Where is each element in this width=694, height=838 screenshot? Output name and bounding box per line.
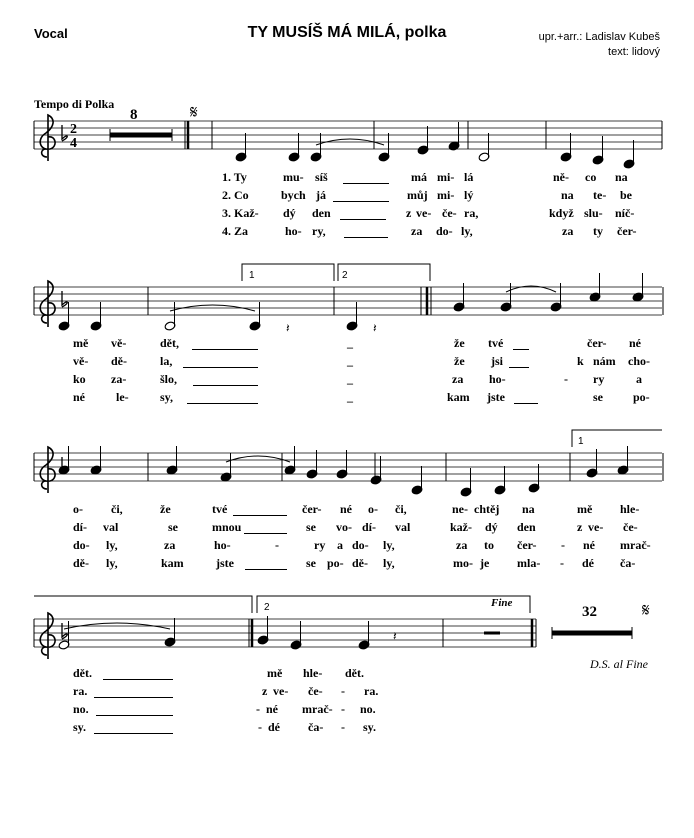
extender-line — [103, 679, 173, 680]
lyric: vě- — [73, 354, 89, 368]
lyric: la, — [160, 354, 173, 368]
lyric: _ — [347, 372, 353, 386]
lyric: jste — [216, 556, 234, 570]
lyric: šlo, — [160, 372, 178, 386]
lyric: dět. — [345, 666, 364, 680]
lyric: dý — [485, 520, 498, 534]
lyric: ne- — [452, 502, 468, 516]
lyric: dý — [283, 206, 296, 220]
extender-line — [233, 515, 287, 516]
extender-line — [344, 237, 388, 238]
extender-line — [343, 183, 389, 184]
lyric: ve- — [416, 206, 432, 220]
lyric: dé — [268, 720, 280, 734]
lyric: já — [316, 188, 326, 202]
lyric: dí- — [73, 520, 88, 534]
lyric: za — [562, 224, 574, 238]
lyric: z — [406, 206, 412, 220]
lyric: se — [306, 556, 316, 570]
lyric: dět, — [160, 336, 179, 350]
lyric: - — [341, 702, 345, 716]
arranger-credit: upr.+arr.: Ladislav Kubeš — [538, 31, 660, 43]
lyric: za — [411, 224, 423, 238]
ds-al-fine-marking: D.S. al Fine — [590, 657, 648, 671]
volta-number-4: 2 — [264, 602, 270, 613]
lyric: kam — [161, 556, 184, 570]
flat-icon — [62, 623, 67, 639]
treble-clef-icon — [40, 613, 55, 659]
lyric: dě- — [111, 354, 127, 368]
lyric: val — [103, 520, 119, 534]
lyric: když — [549, 206, 574, 220]
segno-icon: 𝄋 — [642, 600, 650, 621]
lyric: mě — [267, 666, 283, 680]
multirest-count-1: 8 — [130, 107, 138, 123]
lyric: - — [564, 372, 568, 386]
lyric: - — [341, 684, 345, 698]
extender-line — [340, 219, 386, 220]
lyric: to — [484, 538, 494, 552]
lyric: né — [629, 336, 641, 350]
rest-icon: 𝄽 — [393, 629, 397, 643]
lyric: ho- — [214, 538, 231, 552]
lyric: či, — [111, 502, 123, 516]
lyric: z — [262, 684, 268, 698]
lyric: po- — [633, 390, 650, 404]
extender-line — [514, 403, 538, 404]
lyric: ly, — [106, 538, 118, 552]
lyric: né — [73, 390, 85, 404]
lyric: chtěj — [474, 502, 500, 516]
time-signature-top: 2 — [70, 122, 77, 137]
lyric: mo- — [453, 556, 473, 570]
lyric: k — [577, 354, 584, 368]
rest-icon: 𝄽 — [373, 321, 377, 335]
lyric: dě- — [352, 556, 368, 570]
extender-line — [513, 349, 529, 350]
extender-line — [192, 349, 258, 350]
lyric: cho- — [628, 354, 650, 368]
extender-line — [94, 733, 173, 734]
lyric: kam — [447, 390, 470, 404]
flat-icon — [62, 125, 67, 141]
lyric: ra. — [364, 684, 379, 698]
lyric: mu- — [283, 170, 304, 184]
lyric: na — [561, 188, 574, 202]
lyric: né — [266, 702, 278, 716]
flat-icon — [62, 291, 67, 307]
lyric: čer- — [587, 336, 607, 350]
lyric: a — [337, 538, 343, 552]
lyric: né — [583, 538, 595, 552]
volta-bracket — [242, 264, 334, 281]
lyric: - — [258, 720, 262, 734]
lyric: vě- — [111, 336, 127, 350]
lyric: ty — [593, 224, 603, 238]
treble-clef-icon — [40, 447, 55, 493]
lyric: že — [454, 354, 465, 368]
lyric: le- — [116, 390, 129, 404]
lyric: tvé — [212, 502, 228, 516]
lyric: če- — [623, 520, 638, 534]
lyric: _ — [347, 336, 353, 350]
lyric: če- — [442, 206, 457, 220]
lyric: če- — [308, 684, 323, 698]
lyric: ho- — [285, 224, 302, 238]
lyric: né — [340, 502, 352, 516]
extender-line — [96, 715, 173, 716]
lyric: jsi — [491, 354, 503, 368]
lyric: čer- — [302, 502, 322, 516]
extender-line — [187, 403, 258, 404]
lyric: 3. Kaž- — [222, 206, 259, 220]
lyric: do- — [436, 224, 453, 238]
lyric: za — [452, 372, 464, 386]
lyric: ve- — [273, 684, 289, 698]
lyric: den — [312, 206, 331, 220]
lyric: po- — [327, 556, 344, 570]
lyric: sy. — [363, 720, 377, 734]
rest-icon: 𝄽 — [286, 321, 290, 335]
lyric: do- — [352, 538, 369, 552]
extender-line — [245, 569, 287, 570]
lyric: - — [560, 556, 564, 570]
treble-clef-icon — [40, 281, 55, 327]
volta-bracket — [338, 264, 430, 281]
lyric: ly, — [383, 556, 395, 570]
lyric: ry, — [312, 224, 326, 238]
lyric: se — [306, 520, 316, 534]
lyric: slu- — [584, 206, 603, 220]
lyric: ly, — [383, 538, 395, 552]
lyric: na — [522, 502, 535, 516]
lyric: za — [456, 538, 468, 552]
lyric: mě — [73, 336, 89, 350]
lyric: mi- — [437, 170, 455, 184]
lyric: ně- — [553, 170, 569, 184]
lyric: ly, — [461, 224, 473, 238]
lyric: o- — [368, 502, 378, 516]
lyric: jste — [487, 390, 505, 404]
lyric: síš — [315, 170, 328, 184]
volta-bracket — [34, 596, 252, 613]
lyric: lý — [464, 188, 474, 202]
lyric: na — [615, 170, 628, 184]
segno-icon: 𝄋 — [190, 102, 198, 123]
lyric: ko — [73, 372, 86, 386]
lyric: ly, — [106, 556, 118, 570]
lyric: hle- — [620, 502, 640, 516]
tie — [226, 456, 290, 462]
lyric: že — [160, 502, 171, 516]
lyric: ra, — [464, 206, 479, 220]
lyric: _ — [347, 390, 353, 404]
lyric: vo- — [336, 520, 352, 534]
lyric: - — [256, 702, 260, 716]
lyric: je — [480, 556, 490, 570]
lyric: co — [585, 170, 597, 184]
lyric: - — [341, 720, 345, 734]
lyric: lá — [464, 170, 474, 184]
extender-line — [183, 367, 258, 368]
lyric: ve- — [588, 520, 604, 534]
part-label: Vocal — [34, 26, 68, 41]
volta-number-2: 2 — [342, 270, 348, 281]
lyric: že — [454, 336, 465, 350]
lyric: mě — [577, 502, 593, 516]
lyric: 4. Za — [222, 224, 249, 238]
lyric: ho- — [489, 372, 506, 386]
lyric: te- — [593, 188, 607, 202]
extender-line — [333, 201, 389, 202]
lyric: sy, — [160, 390, 174, 404]
lyric: bych — [281, 188, 306, 202]
lyric: ry — [314, 538, 326, 552]
lyric: se — [168, 520, 178, 534]
lyric: tvé — [488, 336, 504, 350]
text-credit: text: lidový — [608, 46, 660, 58]
lyric: či, — [395, 502, 407, 516]
lyric: a — [636, 372, 642, 386]
lyric: čer- — [617, 224, 637, 238]
tempo-marking: Tempo di Polka — [34, 97, 115, 111]
lyric: no. — [360, 702, 376, 716]
lyric: níč- — [615, 206, 635, 220]
lyric: dět. — [73, 666, 92, 680]
lyric: o- — [73, 502, 83, 516]
lyric: be — [620, 188, 632, 202]
extender-line — [193, 385, 258, 386]
volta-bracket — [572, 430, 662, 447]
lyric: za- — [111, 372, 127, 386]
lyric: mrač- — [302, 702, 333, 716]
lyric: do- — [73, 538, 90, 552]
lyric: - — [561, 538, 565, 552]
lyric: no. — [73, 702, 89, 716]
lyric: val — [395, 520, 411, 534]
volta-bracket — [257, 596, 530, 613]
lyric: ry — [593, 372, 605, 386]
lyric: mi- — [437, 188, 455, 202]
lyric: 2. Co — [222, 188, 249, 202]
lyric: dé — [582, 556, 594, 570]
fine-marking: Fine — [491, 597, 513, 609]
lyric: můj — [407, 188, 428, 202]
lyric: ra. — [73, 684, 88, 698]
lyric: má — [411, 170, 427, 184]
multirest-count-2: 32 — [582, 604, 597, 620]
lyric: mrač- — [620, 538, 651, 552]
lyric: čer- — [517, 538, 537, 552]
lyric: kaž- — [450, 520, 472, 534]
lyric: sy. — [73, 720, 87, 734]
lyric: dí- — [362, 520, 377, 534]
lyric: ča- — [620, 556, 636, 570]
lyric: hle- — [303, 666, 323, 680]
lyric: za — [164, 538, 176, 552]
lyric: _ — [347, 354, 353, 368]
time-signature-bottom: 4 — [70, 136, 77, 151]
extender-line — [244, 533, 287, 534]
lyric: z — [577, 520, 583, 534]
extender-line — [94, 697, 173, 698]
treble-clef-icon — [40, 115, 55, 161]
lyric: mnou — [212, 520, 242, 534]
lyric: - — [275, 538, 279, 552]
volta-number-1: 1 — [249, 270, 255, 281]
volta-number-3: 1 — [578, 436, 584, 447]
lyric: den — [517, 520, 536, 534]
lyric: nám — [593, 354, 616, 368]
lyric: dě- — [73, 556, 89, 570]
lyric: 1. Ty — [222, 170, 247, 184]
lyric: se — [593, 390, 603, 404]
song-title: TY MUSÍŠ MÁ MILÁ, polka — [247, 24, 447, 41]
extender-line — [509, 367, 529, 368]
lyric: ča- — [308, 720, 324, 734]
lyric: mla- — [517, 556, 541, 570]
